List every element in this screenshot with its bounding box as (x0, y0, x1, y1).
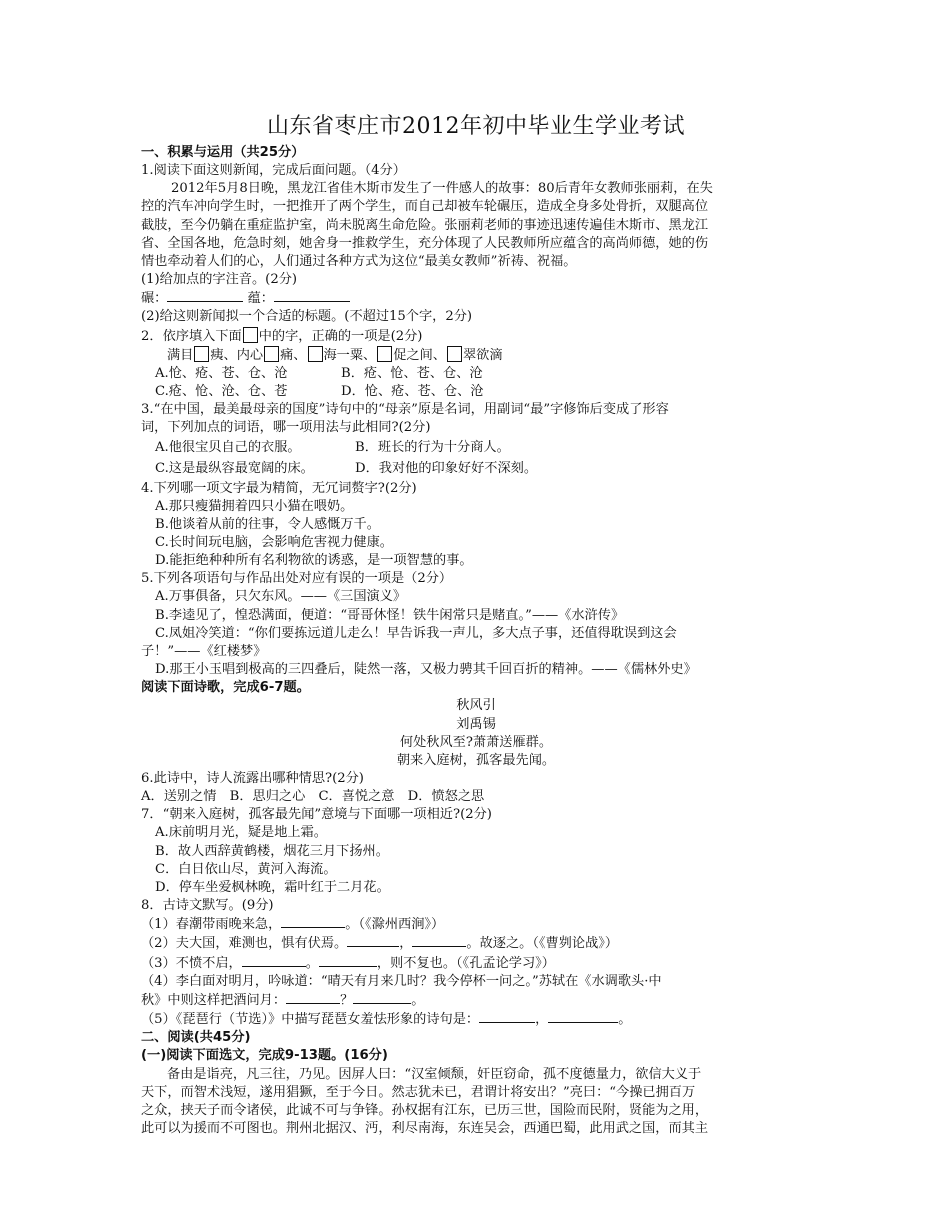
option-d: D．怆、疮、苍、仓、沧 (341, 384, 484, 400)
recitation-line (141, 915, 811, 934)
sub-question: (2)给这则新闻拟一个合适的标题。(不超过15个字，2分) (141, 309, 473, 325)
poem-line: 朝来入庭树，孤客最先闻。 (396, 752, 556, 768)
option-b: B．疮、怆、苍、仓、沧 (341, 365, 483, 381)
question-stem: 3.“在中国，最美最母亲的国度”诗句中的“母亲”原是名词，用副词“最”字修饰后变成了形容 (141, 402, 669, 418)
text-part: 。（《滁州西涧》） (345, 917, 445, 933)
question-stem: 7．“朝来入庭树，孤客最先闻”意境与下面哪一项相近?(2分) (141, 807, 492, 823)
phrase-part: 促之间、 (393, 347, 446, 363)
sub-question: (1)给加点的字注音。(2分) (141, 272, 298, 288)
fill-box (308, 346, 323, 362)
question-stem: 4.下列哪一项文字最为精简，无冗词赘字?(2分) (141, 480, 417, 496)
text-part: ，则不复也。（《孔孟论学习》） (376, 955, 555, 971)
question-stem: 1.阅读下面这则新闻，完成后面问题。（4分） (141, 163, 406, 179)
recitation-line (141, 1010, 811, 1029)
answer-blank[interactable] (347, 934, 399, 947)
phrase-part: 痍、内心 (210, 347, 264, 363)
reading-instruction: 阅读下面诗歌，完成6-7题。 (141, 680, 310, 696)
text-part: 。故逐之。（《曹刿论战》） (466, 936, 619, 952)
text-part: （2）夫大国，难测也，惧有伏焉。 (141, 936, 348, 952)
section-heading: 一、积累与运用（共25分） (141, 145, 305, 160)
passage-line: 此可以为援而不可图也。荆州北据汉、沔，利尽南海，东连吴会，西通巴蜀，此用武之国，而其主 (141, 1120, 709, 1136)
question-stem: 6.此诗中，诗人流露出哪种情思?(2分) (141, 771, 364, 786)
pron-label: 碾： (141, 291, 168, 307)
phrase-part: 海一粟、 (323, 347, 377, 363)
text-part: 。 (411, 992, 425, 1008)
answer-blank[interactable] (548, 1010, 618, 1023)
pronunciation-row (141, 289, 811, 308)
recitation-line (141, 934, 811, 953)
answer-blank[interactable] (242, 954, 306, 967)
option-c: C.凤姐冷笑道：“你们要拣远道儿走么！早告诉我一声儿，多大点子事，还值得耽误到这会 (155, 625, 677, 641)
option-d: D．停车坐爱枫林晚，霜叶红于二月花。 (155, 879, 390, 895)
text-part: （5）《琵琶行（节选）》中描写琵琶女羞怯形象的诗句是： (141, 1012, 480, 1028)
text-part: ， (535, 1012, 549, 1028)
pron-label: 蕴： (247, 291, 274, 307)
passage-line: 备由是诣亮，凡三往，乃见。因屏人曰：“汉室倾颓，奸臣窃命，孤不度德量力，欲信大义于 (167, 1066, 702, 1082)
phrase-part: 翠欲滴 (463, 347, 503, 363)
options-row (141, 365, 811, 383)
option-b: B.他谈着从前的往事，令人感慨万千。 (155, 516, 380, 532)
option-b: B.李逵见了，惶恐满面，便道：“哥哥休怪！铁牛闲常只是赌直。”——《水浒传》 (155, 607, 625, 623)
option-c: C.疮、怆、沧、仓、苍 (155, 384, 288, 400)
fill-box (243, 327, 258, 343)
answer-blank[interactable] (281, 915, 345, 928)
option-a: A.床前明月光，疑是地上霜。 (155, 825, 327, 841)
option-b: B．班长的行为十分商人。 (355, 439, 510, 455)
answer-blank[interactable] (167, 289, 243, 302)
poem-line: 何处秋风至?萧萧送雁群。 (399, 734, 553, 750)
option-d: D．我对他的印象好好不深刻。 (355, 460, 538, 476)
fill-box (264, 346, 279, 362)
section-heading: 二、阅读(共45分) (141, 1030, 251, 1046)
option-c: C.长时间玩电脑，会影响危害视力健康。 (155, 534, 393, 550)
news-line: 2012年5月8日晚，黑龙江省佳木斯市发生了一件感人的故事：80后青年女教师张丽莉，在失 (171, 181, 713, 197)
option-a: A.万事俱备，只欠东风。——《三国演义》 (155, 589, 407, 605)
passage-line: 之众，挟天子而令诸侯，此诚不可与争锋。孙权据有江东，已历三世，国险而民附，贤能为之用， (141, 1102, 709, 1118)
recitation-line (141, 991, 811, 1010)
stem-part: 中的字，正确的一项是(2分) (258, 328, 423, 344)
exam-page (141, 112, 811, 1138)
question-stem (141, 327, 811, 346)
news-line: 情也牵动着人们的心，人们通过各种方式为这位“最美女教师”祈祷、祝福。 (141, 253, 577, 269)
option-a: A.那只瘦猫拥着四只小猫在喂奶。 (155, 498, 354, 514)
text-part: （3）不愤不启， (141, 955, 242, 971)
fill-box (377, 346, 392, 362)
exam-title: 山东省枣庄市2012年初中毕业生学业考试 (267, 114, 685, 139)
option-d: D.那王小玉唱到极高的三四叠后，陡然一落，又极力骋其千回百折的精神。——《儒林外史》 (155, 662, 697, 678)
option-c-cont: 子！”——《红楼梦》 (141, 643, 267, 659)
text-part: （1）春潮带雨晚来急， (141, 917, 282, 933)
poem-title: 秋风引 (456, 698, 496, 714)
news-line: 省、全国各地，危急时刻，她舍身一推救学生，充分体现了人民教师所应蕴含的高尚师德，她的伤 (141, 235, 709, 251)
answer-blank[interactable] (479, 1010, 535, 1023)
options-row (141, 438, 811, 458)
phrase-part: 痛、 (280, 347, 307, 363)
options-row: A．送别之情 B．思归之心 C．喜悦之意 D．愤怒之思 (141, 789, 485, 805)
news-line: 截肢，至今仍躺在重症监护室，尚未脱离生命危险。张丽莉老师的事迹迅速传遍佳木斯市、黑龙江 (141, 217, 709, 233)
text-part: 。 (305, 955, 319, 971)
options-row (141, 383, 811, 401)
answer-blank[interactable] (319, 954, 377, 967)
fill-box (194, 346, 209, 362)
answer-blank[interactable] (286, 991, 340, 1004)
option-c: C．白日依山尽，黄河入海流。 (155, 861, 337, 877)
options-row (141, 458, 811, 480)
option-c: C.这是最纵容最宽阔的床。 (155, 460, 314, 476)
reading-instruction: (一)阅读下面选文，完成9-13题。(16分) (141, 1048, 388, 1064)
text-part: 。 (618, 1012, 632, 1028)
answer-blank[interactable] (353, 991, 411, 1004)
text-part: 秋》中则这样把酒问月： (141, 992, 287, 1008)
option-a: A.怆、疮、苍、仓、沧 (155, 365, 288, 381)
option-d: D.能拒绝种种所有名利物欲的诱惑，是一项智慧的事。 (155, 553, 473, 569)
text-part: ， (399, 936, 413, 952)
question-stem: 词，下列加点的词语，哪一项用法与此相同?(2分) (141, 420, 431, 436)
stem-part: 2．依序填入下面 (141, 328, 242, 344)
answer-blank[interactable] (274, 289, 350, 302)
question-stem: 8．古诗文默写。(9分) (141, 898, 274, 914)
fill-box (447, 346, 462, 362)
poem-author: 刘禹锡 (456, 716, 496, 732)
recitation-line: （4）李白面对明月，吟咏道：“晴天有月来几时？我今停杯一问之。”苏轼在《水调歌头·中 (141, 973, 662, 989)
phrase-part: 满目 (167, 347, 194, 363)
option-b: B．故人西辞黄鹤楼，烟花三月下扬州。 (155, 843, 389, 859)
answer-blank[interactable] (412, 934, 466, 947)
option-a: A.他很宝贝自己的衣服。 (155, 439, 301, 455)
text-part: ？ (340, 992, 354, 1008)
passage-line: 天下，而智术浅短，遂用猖獗，至于今日。然志犹未已，君谓计将安出？”亮曰：“今操已拥百万 (141, 1084, 696, 1100)
recitation-line (141, 954, 811, 973)
question-stem: 5.下列各项语句与作品出处对应有误的一项是（2分） (141, 571, 453, 587)
fill-in-phrases (141, 346, 811, 365)
news-line: 控的汽车冲向学生时，一把推开了两个学生，而自己却被车轮碾压，造成全身多处骨折，双腿高位 (141, 199, 709, 215)
